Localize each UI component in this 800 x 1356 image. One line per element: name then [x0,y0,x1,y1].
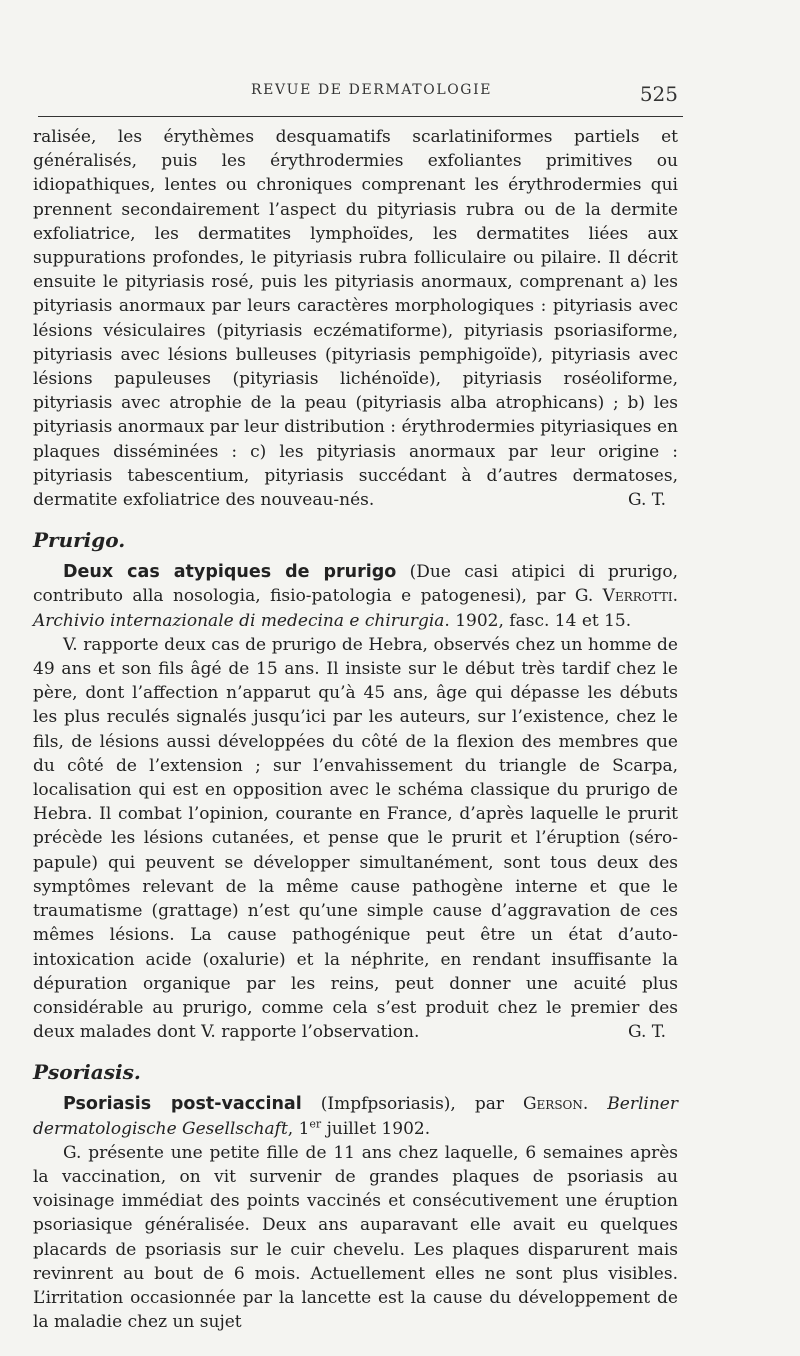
journal-name: Archivio internazionale di medecina e chirurgia [33,610,445,631]
citation-mid: . [582,1094,608,1115]
header-rule [38,116,683,117]
page-number: 525 [639,82,678,106]
running-title: REVUE DE DERMATOLOGIE [251,82,493,98]
citation-post: . 1902, fasc. 14 et 15. [444,610,632,631]
citation-pre: (Due casi atipici di prurigo, contributo alla nosologia, fisio-patologia e patogenesi), par G. [33,562,678,607]
citation-post: juillet 1902. [321,1118,431,1139]
section-heading-prurigo: Prurigo. [33,528,126,553]
citation-pre: (Impfpsoriasis), par [301,1094,523,1115]
citation-date: , 1 [287,1118,310,1139]
author-name: Gerson [522,1094,583,1115]
ordinal-superscript: er [309,1116,322,1130]
running-head [33,82,678,110]
entry-title-psoriasis: Psoriasis post-vaccinal [63,1094,302,1115]
entry-citation-psoriasis [33,1092,678,1140]
entry-citation-prurigo [33,560,678,633]
entry-body-prurigo [33,633,678,1044]
prurigo-signoff: G. T. [627,1022,666,1043]
author-name: Verrotti [602,586,673,607]
entry-title-prurigo: Deux cas atypiques de prurigo [63,562,397,583]
intro-text: ralisée, les érythèmes desquamatifs scarlatiniformes partiels et généralisés, puis les érythrodermies exfoliantes primitives ou idiopathiques, lentes ou chroniques comprenant les érythrodermies qui prennent secondairement l’aspect du pityriasis rubra ou de la dermite exfoliatrice, les dermatites lymphoïdes, les dermatites liées aux suppurations profondes, le pityriasis rubra folliculaire ou pilaire. Il décrit ensuite le pityriasis rosé, puis les pityriasis anormaux, comprenant a) les pityriasis anormaux par leurs caractères morphologiques : pityriasis avec lésions vésiculaires (pityriasis eczématiforme), pityriasis psoriasiforme, pityriasis avec lésions bulleuses (pityriasis pemphigoïde), pityriasis avec lésions papuleuses (pityriasis lichénoïde), pityriasis roséoliforme, pityriasis avec atrophie de la peau (pityriasis alba atrophicans) ; b) les pityriasis anormaux par leur distribution : érythrodermies pityriasiques en plaques disséminées : c) les pityriasis anormaux par leur origine : pityriasis tabescentium, pityriasis succédant à d’autres dermatoses, dermatite exfoliatrice des nouveau-nés. [33,127,678,511]
body-text: G. présente une petite fille de 11 ans chez laquelle, 6 semaines après la vaccination, on vit survenir de grandes plaques de psoriasis au voisinage immédiat des points vaccinés et consécutivement une éruption psoriasique généralisée. Deux ans auparavant elle avait eu quelques placards de psoriasis sur le cuir chevelu. Les plaques disparurent mais revinrent au bout de 6 mois. Actuellement elles ne sont plus visibles. L’irritation occasionnée par la lancette est la cause du développement de la maladie chez un sujet [33,1142,678,1333]
citation-mid: . [672,586,678,607]
intro-signoff: G. T. [627,490,666,511]
journal-name: Berliner dermatologische Gesellschaft [33,1094,678,1139]
body-text: V. rapporte deux cas de prurigo de Hebra, observés chez un homme de 49 ans et son fils âgé de 15 ans. Il insiste sur le début très tardif chez le père, dont l’affection n’apparut qu’à 45 ans, âge qui dépasse les débuts les plus reculés signalés jusqu’ici par les auteurs, sur l’existence, chez le fils, de lésions aussi développées du côté de la flexion des membres que du côté de l’extension ; sur l’envahissement du triangle de Scarpa, localisation qui est en opposition avec le schéma classique du prurigo de Hebra. Il combat l’opinion, courante en France, d’après laquelle le prurit précède les lésions cutanées, et pense que le prurit et l’éruption (séro-papule) qui peuvent se développer simultanément, sont tous deux des symptômes relevant de la même cause pathogène interne et que le traumatisme (grattage) n’est qu’une simple cause d’aggravation de ces mêmes lésions. La cause pathogénique peut être un état d’auto-intoxication acide (oxalurie) et la néphrite, en rendant insuffisante la dépuration organique par les reins, peut donner une acuité plus considérable au prurigo, comme cela s’est produit chez le premier des deux malades dont V. rapporte l’observation. [33,634,678,1043]
section-heading-psoriasis: Psoriasis. [33,1060,141,1085]
entry-body-psoriasis [33,1141,678,1335]
intro-paragraph [33,125,678,512]
